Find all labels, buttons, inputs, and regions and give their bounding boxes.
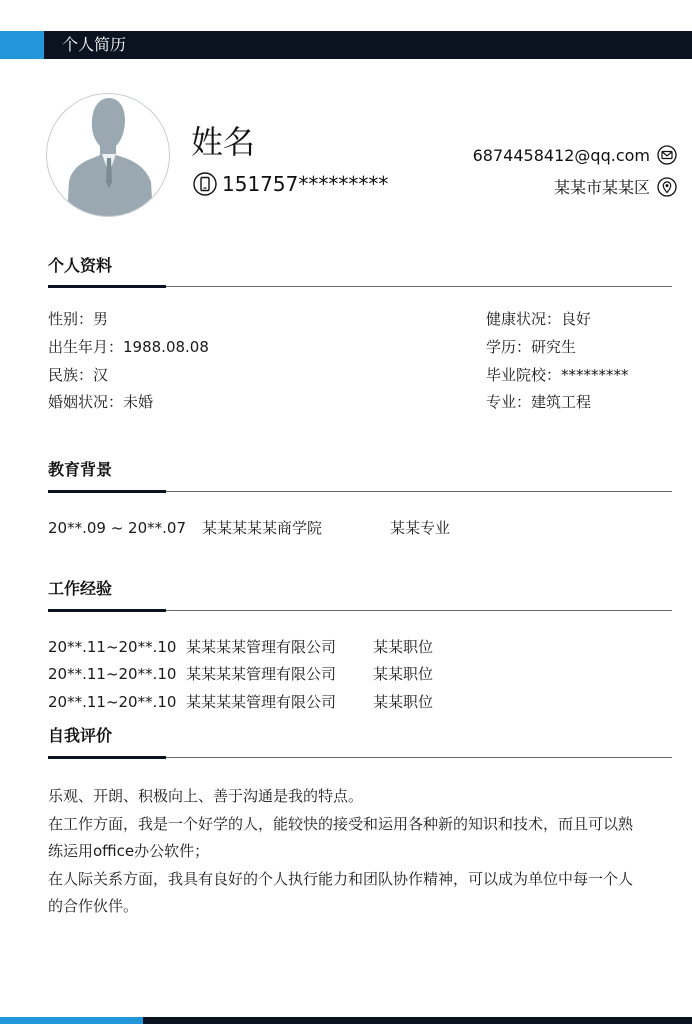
field-birth: 出生年月：1988.08.08: [48, 338, 209, 356]
work-company: 某某某某管理有限公司: [186, 693, 337, 711]
education-major: 某某专业: [390, 519, 451, 537]
header-accent-bar: [0, 31, 44, 59]
work-position: 某某职位: [373, 693, 434, 711]
footer-accent-bar: [0, 1017, 143, 1024]
profile-name: 姓名: [191, 123, 256, 161]
person-silhouette-icon: [47, 94, 169, 216]
education-school: 某某某某某商学院: [202, 519, 323, 537]
field-major: 专业：建筑工程: [486, 393, 592, 411]
field-marital: 婚姻状况：未婚: [48, 393, 154, 411]
section-title-personal: 个人资料: [48, 256, 113, 275]
section-title-self: 自我评价: [48, 726, 113, 745]
email-address: 6874458412@qq.com: [472, 146, 650, 165]
self-evaluation-line: 在工作方面，我是一个好学的人，能较快的接受和运用各种新的知识和技术，而且可以熟: [48, 814, 634, 833]
mail-icon: [657, 145, 677, 165]
section-title-work: 工作经验: [48, 579, 113, 598]
work-position: 某某职位: [373, 638, 434, 656]
self-evaluation: [48, 783, 672, 921]
location-pin-icon: [657, 177, 677, 197]
work-position: 某某职位: [373, 665, 434, 683]
phone-number: 151757*********: [222, 172, 389, 196]
self-evaluation-line: 的合作伙伴。: [48, 897, 139, 915]
field-ethnicity: 民族：汉: [48, 366, 109, 384]
field-gender: 性别：男: [48, 310, 109, 328]
self-evaluation-line: 乐观、开朗、积极向上、善于沟通是我的特点。: [48, 787, 364, 805]
field-school: 毕业院校：*********: [486, 366, 629, 384]
field-degree: 学历：研究生: [486, 338, 577, 356]
section-divider-accent: [48, 609, 166, 612]
page-title: 个人简历: [62, 35, 127, 54]
section-title-education: 教育背景: [48, 460, 113, 479]
field-health: 健康状况：良好: [486, 310, 592, 328]
footer-bar: [143, 1017, 692, 1024]
self-evaluation-line: 练运用office办公软件；: [48, 842, 210, 860]
self-evaluation-line: 在人际关系方面，我具有良好的个人执行能力和团队协作精神，可以成为单位中每一个人: [48, 869, 634, 888]
address: 某某市某某区: [553, 178, 650, 197]
work-company: 某某某某管理有限公司: [186, 665, 337, 683]
section-divider-accent: [48, 490, 166, 493]
education-period: 20**.09 ~ 20**.07: [48, 519, 186, 537]
section-divider-accent: [48, 285, 166, 288]
work-period: 20**.11~20**.10: [48, 693, 177, 711]
work-period: 20**.11~20**.10: [48, 665, 177, 683]
section-divider-accent: [48, 756, 166, 759]
avatar: [46, 93, 170, 217]
work-period: 20**.11~20**.10: [48, 638, 177, 656]
header-bar: [44, 31, 692, 59]
work-company: 某某某某管理有限公司: [186, 638, 337, 656]
phone-icon: [193, 172, 217, 196]
